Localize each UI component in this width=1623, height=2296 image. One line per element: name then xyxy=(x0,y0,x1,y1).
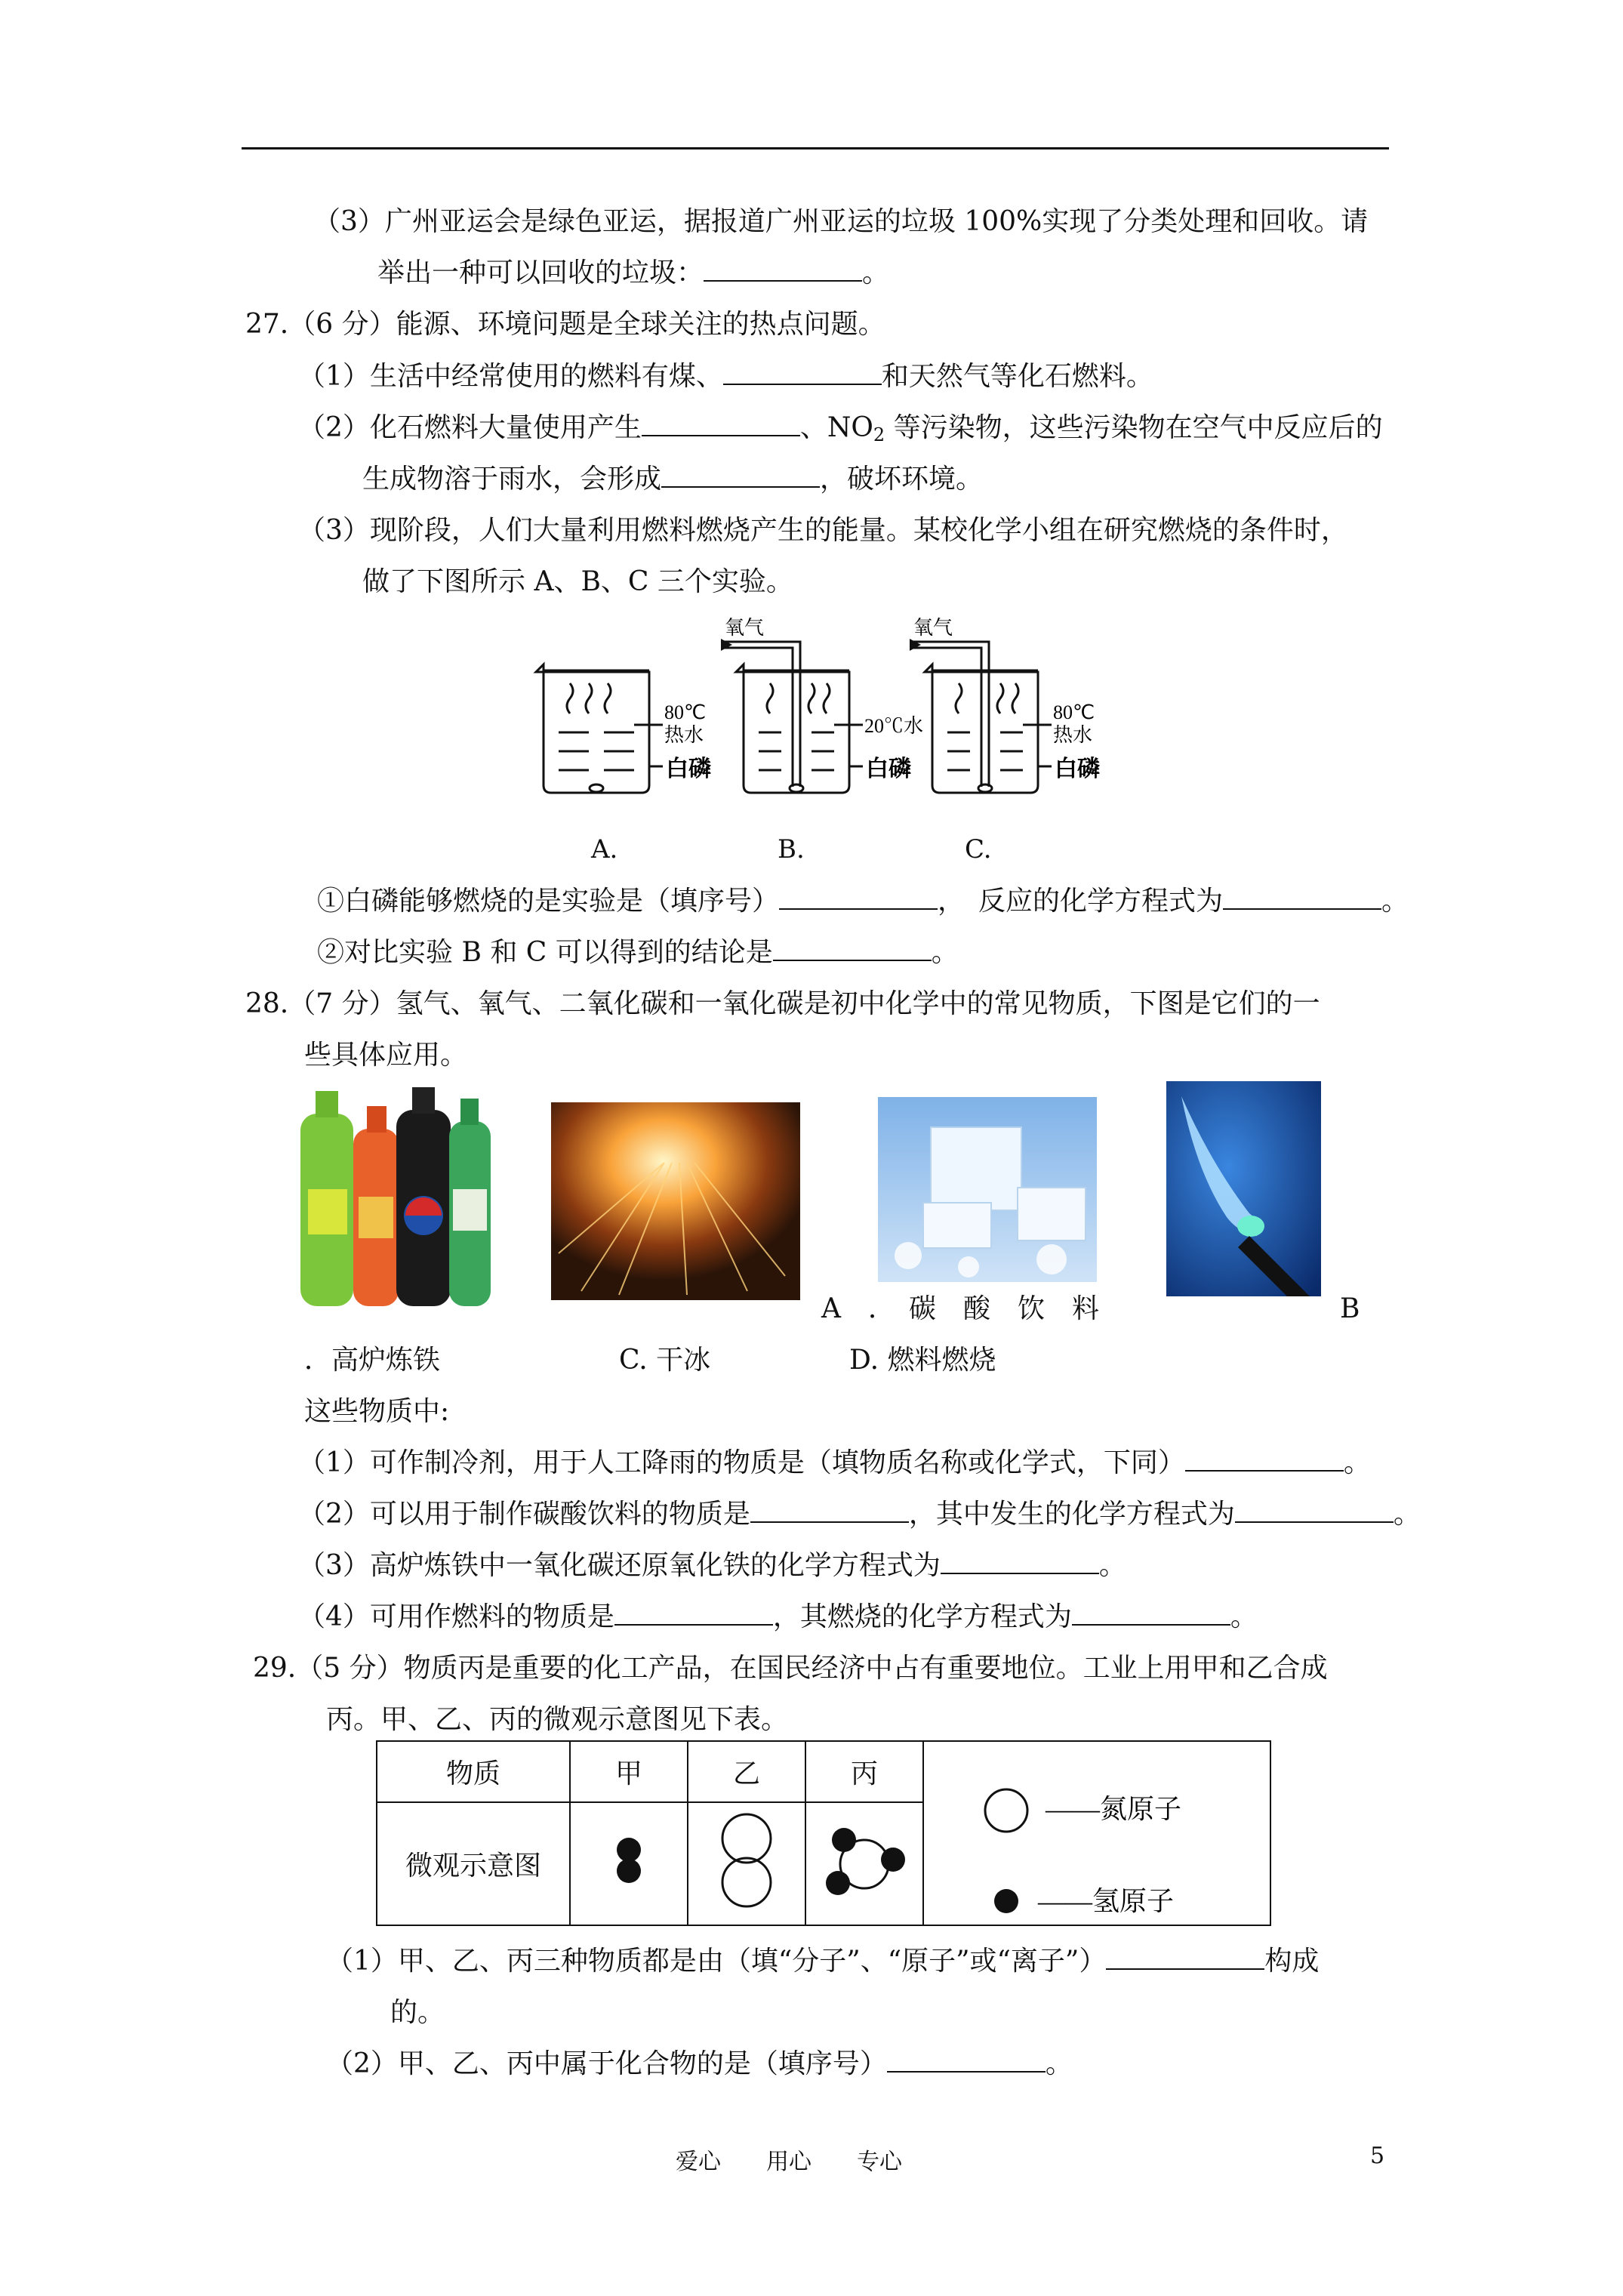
answer-blank[interactable] xyxy=(1106,1946,1264,1970)
cell-jia xyxy=(570,1802,688,1925)
q27-p2: （2）化石燃料大量使用产生 、$NO_2$ 等污染物，这些污染物在空气中反应后的 xyxy=(298,412,1383,445)
q28-p2: （2）可以用于制作碳酸饮料的物质是 ，其中发生的化学方程式为 。 xyxy=(298,1499,1421,1530)
answer-blank[interactable] xyxy=(661,464,820,488)
n2-molecule-icon xyxy=(713,1811,781,1909)
q28-intro: 这些物质中: xyxy=(304,1396,450,1427)
cell-bing xyxy=(805,1802,923,1925)
nitrogen-atom-icon xyxy=(985,1789,1027,1832)
q26-p3-line1: （3）广州亚运会是绿色亚运，据报道广州亚运的垃圾 100%实现了分类处理和回收。请 xyxy=(313,206,1369,237)
q29-p2: （2）甲、乙、丙中属于化合物的是（填序号） 。 xyxy=(326,2048,1073,2079)
q27-p3-line1: （3）现阶段，人们大量利用燃料燃烧产生的能量。某校化学小组在研究燃烧的条件时， xyxy=(298,515,1348,546)
legend-nitrogen: ——氮原子 xyxy=(1046,1794,1182,1824)
q27-p1: （1）生活中经常使用的燃料有煤、 和天然气等化石燃料。 xyxy=(298,361,1153,392)
micro-table xyxy=(376,1740,1271,1926)
q28-heading2: 些具体应用。 xyxy=(304,1040,468,1071)
c-water-label: 热水 xyxy=(1053,724,1093,746)
dry-ice-photo xyxy=(878,1097,1097,1282)
h2-molecule-icon xyxy=(606,1830,651,1891)
c-temp-label: 80℃ xyxy=(1053,701,1095,723)
cell-yi xyxy=(688,1802,805,1925)
diagram-label-a: A. xyxy=(591,834,618,864)
diagram-label-b: B. xyxy=(778,834,805,864)
arrow-icon xyxy=(721,639,732,651)
a-water-label: 热水 xyxy=(664,724,704,746)
answer-blank[interactable] xyxy=(642,412,800,436)
q27-q1: ①白磷能够燃烧的是实验是（填序号） ， 反应的化学方程式为 。 xyxy=(317,886,1409,917)
q29-heading: 29.（5 分）物质丙是重要的化工产品，在国民经济中占有重要地位。工业上用甲和乙合成 xyxy=(253,1653,1328,1684)
q27-p3-line2: 做了下图所示 A、B、C 三个实验。 xyxy=(362,566,793,597)
fuel-flame-photo xyxy=(1166,1081,1321,1296)
q26-p3-text: 举出一种可以回收的垃圾： xyxy=(377,257,704,288)
answer-blank[interactable] xyxy=(1223,886,1381,910)
q28-heading: 28.（7 分）氢气、氧气、二氧化碳和一氧化碳是初中化学中的常见物质，下图是它们的一 xyxy=(245,988,1320,1019)
q29-p1-line2: 的。 xyxy=(390,1997,445,2028)
caption-b-letter: B xyxy=(1340,1293,1360,1324)
answer-blank[interactable] xyxy=(1072,1601,1230,1626)
answer-blank[interactable] xyxy=(1185,1447,1344,1472)
caption-c: C. 干冰 xyxy=(619,1345,711,1376)
oxygen-label-b: 氧气 xyxy=(725,617,765,639)
th-substance: 物质 xyxy=(377,1741,570,1802)
footer-motto: 爱心 用心 专心 xyxy=(676,2149,902,2175)
legend-hydrogen: ——氢原子 xyxy=(1038,1886,1175,1916)
c-phos-label: 白磷 xyxy=(1055,757,1100,781)
th-jia: 甲 xyxy=(570,1741,688,1802)
hydrogen-atom-icon xyxy=(994,1889,1018,1913)
beaker-c xyxy=(910,642,1052,793)
q29-heading2: 丙。甲、乙、丙的微观示意图见下表。 xyxy=(326,1704,789,1735)
answer-blank[interactable] xyxy=(887,2048,1046,2073)
a-phos-label: 白磷 xyxy=(666,757,711,781)
answer-blank[interactable] xyxy=(1235,1499,1394,1523)
legend-cell xyxy=(923,1741,1270,1925)
answer-blank[interactable] xyxy=(750,1499,909,1523)
th-yi: 乙 xyxy=(688,1741,805,1802)
experiment-diagram xyxy=(528,612,1117,808)
q26-p3-line2: 举出一种可以回收的垃圾： 。 xyxy=(377,257,890,288)
answer-blank[interactable] xyxy=(704,257,862,282)
page-number: 5 xyxy=(1370,2143,1385,2169)
caption-d: D. 燃料燃烧 xyxy=(849,1345,996,1376)
beaker-b xyxy=(721,642,863,793)
q29-p1: （1）甲、乙、丙三种物质都是由（填“分子”、“原子”或“离子”） 构成 xyxy=(326,1946,1320,1977)
th-bing: 丙 xyxy=(805,1741,923,1802)
q27-heading: 27.（6 分）能源、环境问题是全球关注的热点问题。 xyxy=(245,309,885,340)
b-phos-label: 白磷 xyxy=(866,757,911,781)
arrow-icon xyxy=(910,639,921,651)
soda-bottles-photo xyxy=(294,1083,494,1310)
legend-svg xyxy=(925,1743,1269,1924)
answer-blank[interactable] xyxy=(773,937,932,961)
blast-furnace-photo xyxy=(551,1102,800,1300)
caption-b: ．高炉炼铁 xyxy=(304,1345,441,1376)
header-rule xyxy=(242,147,1389,149)
beaker-a xyxy=(536,664,663,793)
nh3-molecule-icon xyxy=(815,1819,913,1902)
answer-blank[interactable] xyxy=(941,1550,1099,1574)
a-temp-label: 80℃ xyxy=(664,701,707,723)
answer-blank[interactable] xyxy=(779,886,938,910)
q27-p2-line2: 生成物溶于雨水，会形成 ，破坏环境。 xyxy=(362,464,984,495)
diagram-label-c: C. xyxy=(965,834,992,864)
q28-p1: （1）可作制冷剂，用于人工降雨的物质是（填物质名称或化学式，下同） 。 xyxy=(298,1447,1371,1478)
answer-blank[interactable] xyxy=(614,1601,773,1626)
answer-blank[interactable] xyxy=(723,361,882,385)
q27-q2: ②对比实验 B 和 C 可以得到的结论是 。 xyxy=(317,937,959,968)
row-label-micro: 微观示意图 xyxy=(377,1802,570,1925)
q28-p3: （3）高炉炼铁中一氧化碳还原氧化铁的化学方程式为 。 xyxy=(298,1550,1126,1581)
caption-a: A ． 碳 酸 饮 料 xyxy=(821,1293,1099,1324)
oxygen-label-c: 氧气 xyxy=(913,617,953,639)
q28-p4: （4）可用作燃料的物质是 ，其燃烧的化学方程式为 。 xyxy=(298,1601,1258,1632)
b-water-label: 20℃水 xyxy=(864,715,924,737)
